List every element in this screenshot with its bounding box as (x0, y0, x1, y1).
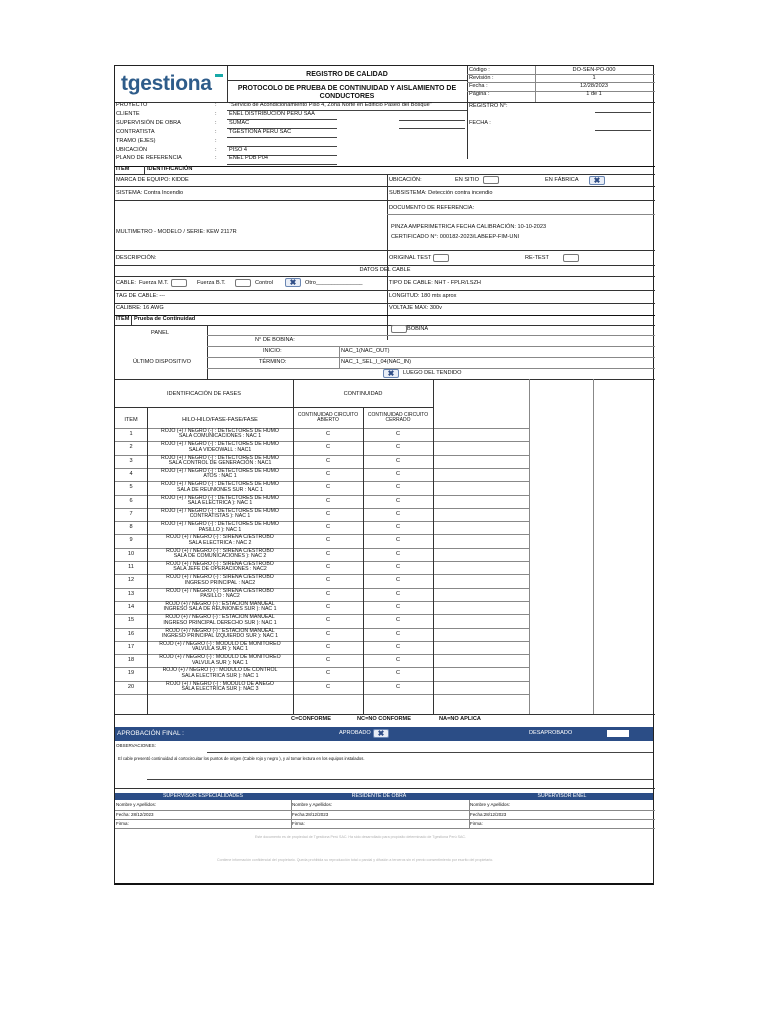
signature-name-field[interactable]: Nombre y Apellidos: (116, 802, 157, 807)
divider (593, 379, 594, 714)
project-row-value: "Servicio de Acondicionamiento Piso 4, Zona Norte en Edificio Paseo del Bosque" (229, 102, 432, 108)
table-row-item-number: 17 (127, 643, 135, 650)
divider (535, 66, 536, 102)
table-row-item-number: 7 (129, 510, 133, 517)
colon: : (215, 137, 217, 144)
termino-value: NAC_1_SEL_I_04(NAC_IN) (341, 359, 411, 365)
fecha-field[interactable] (595, 130, 651, 131)
table-row-description-line1: ROJO (+) / NEGRO (-) : SIRENA C/ESTROBO (166, 561, 274, 567)
legend-conforme: C=CONFORME (291, 716, 331, 722)
bobina-label: BOBINA (407, 326, 429, 332)
desaprobado-checkbox[interactable] (607, 730, 629, 737)
divider (115, 407, 433, 408)
table-row-description-line1: ROJO (+) / NEGRO (-) : ESTACION MANUEAL (165, 614, 275, 621)
divider (144, 166, 145, 174)
table-row-open-circuit: C (325, 470, 331, 477)
divider (227, 80, 467, 81)
table-row-open-circuit: C (325, 524, 331, 531)
table-row-description-line2: PASILLO : NAC2 (200, 593, 240, 599)
table-row-description-line2: INGRESO SALA DE REUNIONES SUR ): NAC 1 (163, 606, 277, 613)
voltaje-max: VOLTAJE MAX: 300v (389, 305, 442, 311)
identificacion-header: IDENTIFICACIÓN (147, 166, 193, 172)
table-row-closed-circuit: C (395, 524, 401, 531)
table-row-closed-circuit: C (395, 470, 401, 477)
table-row-closed-circuit: C (395, 590, 401, 597)
table-row-closed-circuit: C (395, 603, 401, 610)
divider (115, 265, 655, 266)
table-row-open-circuit: C (325, 564, 331, 570)
table-row-description-line2: VALVULA SUR ): NAC 1 (191, 659, 249, 666)
divider (131, 315, 132, 325)
tipo-cable: TIPO DE CABLE: NHT - FPLR/LSZH (389, 280, 481, 286)
table-row-open-circuit: C (325, 577, 331, 584)
sistema: SISTEMA: Contra Incendio (116, 190, 184, 196)
table-row-open-circuit: C (325, 603, 331, 610)
tag-cable: TAG DE CABLE: --- (116, 293, 166, 299)
table-row-item-number: 12 (127, 577, 135, 584)
table-row-open-circuit: C (325, 550, 331, 557)
inicio-value: NAC_1(NAC_OUT) (341, 348, 390, 354)
project-row-underline (227, 164, 337, 165)
table-row-divider (115, 694, 529, 695)
meta-label: Fecha : (469, 82, 488, 89)
divider (115, 250, 655, 251)
table-row-item-number: 3 (129, 457, 133, 464)
signature-date-field[interactable]: Fecha:28/12/2023 (292, 812, 329, 817)
table-row-open-circuit: C (325, 537, 331, 544)
signature-title: SUPERVISOR ENEL (537, 793, 587, 799)
divider (291, 800, 292, 828)
control-checkbox-checked[interactable]: ✖ (285, 278, 301, 287)
divider (207, 335, 655, 336)
divider (363, 407, 364, 714)
project-row-label: CONTRATISTA (116, 128, 155, 135)
divider (529, 379, 530, 714)
legend-no-conforme: NC=NO CONFORME (357, 716, 411, 722)
table-row-item-number: 5 (129, 484, 133, 491)
subsistema: SUBSISTEMA: Detección contra incendio (389, 190, 493, 196)
divider (467, 102, 468, 159)
inicio-label: INICIO: (263, 348, 282, 354)
divider (115, 819, 655, 820)
observaciones-line (147, 779, 653, 780)
meta-value: 12/28/2023 (580, 82, 608, 89)
termino-label: TÉRMINO: (259, 359, 287, 365)
divider (207, 368, 655, 369)
table-row-description-line1: ROJO (+) / NEGRO (-) : DETECTORES DE HUMO (161, 481, 279, 488)
table-row-item-number: 9 (129, 537, 133, 544)
continuidad-header: CONTINUIDAD (343, 391, 383, 397)
table-row-description-line1: ROJO (+) / NEGRO (-) : DETECTORES DE HUMO (161, 494, 279, 501)
fecha-label: FECHA : (469, 120, 491, 126)
table-row-item-number: 20 (127, 683, 135, 690)
project-row-value: SUMAC (229, 119, 250, 126)
table-row-closed-circuit: C (395, 510, 401, 517)
table-row-closed-circuit: C (395, 670, 401, 677)
fuerza-mt-label: Fuerza M.T. (139, 280, 169, 286)
divider (115, 714, 655, 715)
signature-firma-field[interactable]: Firma: (292, 821, 305, 826)
meta-label: Página : (469, 91, 490, 98)
table-row-description-line2: SALA DE COMUNICACIONES ): NAC 2 (173, 553, 267, 560)
marca-equipo: MARCA DE EQUIPO: KIDDE (116, 177, 189, 183)
document-subtitle: PROTOCOLO DE PRUEBA DE CONTINUIDAD Y AISLAMIENTO DE CONDUCTORES (237, 85, 457, 100)
table-row-description-line2: CONTRATISTAS ): NAC 1 (189, 513, 251, 520)
document-title: REGISTRO DE CALIDAD (306, 71, 388, 78)
desaprobado-label: DESAPROBADO (529, 730, 573, 736)
divider (115, 303, 655, 304)
table-row-description-line1: ROJO (+) / NEGRO (-) : DETECTORES DE HUMO (161, 441, 279, 448)
legend-no-aplica: NA=NO APLICA (439, 716, 481, 722)
table-row-description-line2: SALA ELECTRICA SUR ): NAC 3 (181, 686, 259, 693)
longitud: LONGITUD: 180 mts aprox (389, 293, 457, 299)
table-row-closed-circuit: C (395, 431, 401, 437)
footer-ownership-note: Este documento es de propiedad de Tgestiona Perú SAC. Ha sido desarrollado para propósito determinado de Tgestiona Perú SAC. (255, 835, 467, 839)
signature-name-field[interactable]: Nombre y Apellidos: (292, 802, 333, 807)
table-row-description-line2: SALA ELECTRICA : NAC 2 (188, 539, 252, 546)
colon: : (215, 119, 217, 126)
meta-value: DO-SEN-PO-000 (572, 66, 616, 73)
table-row-closed-circuit: C (395, 484, 401, 491)
table-row-open-circuit: C (325, 617, 331, 624)
signature-firma-field[interactable]: Firma: (470, 821, 483, 826)
table-row-open-circuit: C (325, 657, 331, 664)
table-row-open-circuit: C (325, 510, 331, 517)
table-row-description-line2: SALA ELECTRICA SUR ): NAC 1 (181, 672, 259, 679)
table-row-item-number: 8 (129, 524, 133, 531)
divider (115, 325, 655, 326)
table-row-item-number: 13 (127, 590, 135, 597)
table-row-item-number: 10 (127, 550, 135, 557)
table-row-open-circuit: C (325, 484, 331, 491)
table-row-description-line2: SALA DE REUNIONES SUR : NAC 1 (177, 486, 263, 493)
project-row-label: PLANO DE REFERENCIA (116, 155, 182, 162)
table-row-description-line2: INGRESO PRINCIPAL DERECHO SUR ): NAC 1 (163, 619, 277, 626)
table-row-closed-circuit: C (395, 617, 401, 624)
divider (115, 276, 655, 277)
registro-label: REGISTRO N°: (469, 103, 508, 109)
certificado: CERTIFICADO N°: 000182-2023/LABEEP-FIM-UNI (391, 234, 520, 240)
col-hilo-header: HILO-HILO/FASE-FASE/FASE (182, 417, 258, 423)
fuerza-mt-checkbox[interactable] (171, 279, 187, 287)
table-row-open-circuit: C (325, 497, 331, 504)
signature-title: RESIDENTE DE OBRA (351, 793, 407, 799)
table-row-description-line1: ROJO (+) / NEGRO (-) : DETECTORES DE HUMO (161, 521, 279, 528)
observaciones-line (207, 752, 653, 753)
table-row-description-line1: ROJO (+) / NEGRO (-) : DETECTORES DE HUMO (161, 428, 279, 434)
divider (467, 66, 468, 102)
divider (115, 200, 655, 201)
table-row-item-number: 1 (129, 431, 133, 437)
table-row-open-circuit: C (325, 431, 331, 437)
re-test-label: RE-TEST (525, 255, 549, 261)
table-row-description-line2: SALA JEFE DE OPERACIONES : NAC2 (173, 566, 267, 573)
table-row-description-line2: SALA CONTROL DE GENERACIÓN : NAC1 (168, 460, 272, 466)
table-row-item-number: 14 (127, 603, 135, 610)
panel-label: PANEL (151, 330, 169, 336)
table-row-open-circuit: C (325, 590, 331, 597)
table-row-description-line2: INGRESO PRINCIPAL IZQUIERDO SUR ): NAC 1 (161, 632, 279, 639)
descripcion-label: DESCRIPCIÓN: (116, 255, 157, 261)
approval-band (115, 727, 653, 741)
table-row-item-number: 4 (129, 470, 133, 477)
control-label: Control (255, 280, 274, 286)
signature-firma-field[interactable]: Firma: (116, 821, 129, 826)
table-row-description-line1: ROJO (+) / NEGRO (-) : ESTACION MANUEAL (165, 600, 275, 607)
original-test-checkbox[interactable] (433, 254, 449, 262)
observaciones-label: OBSERVACIONES: (116, 743, 156, 748)
table-row-description-line1: ROJO (+) / NEGRO (-) : SIRENA C/ESTROBO (166, 534, 274, 541)
project-row-label: UBICACIÓN (116, 146, 148, 153)
project-row-underline (227, 137, 337, 138)
project-row-value: ENEL DISTRIBUCIÓN PERU SAA (229, 110, 315, 117)
table-row-description-line1: ROJO (+) / NEGRO (-) : ESTACION MANUEAL (165, 627, 275, 634)
blank-line (399, 120, 465, 121)
table-row-description-line2: SALA VIDEOWALL : NAC1 (188, 446, 252, 453)
divider (115, 810, 655, 811)
en-sitio-label: EN SITIO (455, 177, 479, 183)
table-row-description-line1: ROJO (+) / NEGRO (-) : MODULO DE MONITOREO (159, 640, 281, 647)
table-row-description-line2: PASILLO ): NAC 1 (198, 526, 242, 533)
divider (207, 325, 208, 379)
table-row-closed-circuit: C (395, 444, 401, 451)
project-row-value: ENEL PDB P04 (229, 155, 268, 162)
signature-name-field[interactable]: Nombre y Apellidos: (470, 802, 511, 807)
divider (115, 174, 655, 175)
table-row-open-circuit: C (325, 444, 331, 451)
approval-title: APROBACIÓN FINAL : (117, 730, 184, 737)
divider (293, 379, 294, 714)
datos-cable-header: DATOS DEL CABLE (359, 267, 411, 273)
en-fabrica-label: EN FÁBRICA (545, 177, 579, 183)
divider (469, 800, 470, 828)
table-row-item-number: 18 (127, 657, 135, 664)
divider (115, 828, 655, 829)
table-row-description-line1: ROJO (+) / NEGRO (-) : DETECTORES DE HUMO (161, 454, 279, 461)
table-row-closed-circuit: C (395, 537, 401, 544)
divider (207, 357, 655, 358)
footer-confidentiality-note: Contiene información confidencial del propietario. Queda prohibida su reproducción total o parcial y difusión a terceros sin el previo consentimiento por escrito del propietario. (217, 858, 494, 862)
meta-label: Código : (469, 66, 490, 73)
divider (147, 407, 148, 714)
colon: : (215, 128, 217, 135)
item-header: ITEM (116, 166, 130, 172)
documento-referencia: DOCUMENTO DE REFERENCIA: (389, 205, 475, 211)
observaciones-text: El cable presentó continuidad al cortocircuitar los puntos de origen (Cable rojo y negro ), y al tomar lectura en los equipos instalados. (118, 756, 365, 761)
signature-title: SUPERVISOR ESPECIALIDADES (162, 793, 244, 799)
otro-label: Otro_______________ (305, 280, 363, 286)
ubicacion-label: UBICACIÓN: (389, 177, 422, 183)
en-fabrica-checkbox-checked[interactable]: ✖ (589, 176, 605, 185)
re-test-checkbox[interactable] (563, 254, 579, 262)
divider (207, 346, 655, 347)
divider (115, 379, 655, 380)
meta-value: 1 (592, 74, 596, 81)
table-row-item-number: 15 (127, 617, 135, 624)
table-row-description-line1: ROJO (+) / NEGRO (-) : SIRENA C/ESTROBO (166, 547, 274, 554)
table-row-closed-circuit: C (395, 683, 401, 690)
table-row-description-line1: ROJO (+) / NEGRO (-) : DETECTORES DE HUMO (161, 507, 279, 514)
signature-date-field[interactable]: Fecha: 28/12/2023 (116, 812, 154, 817)
fuerza-bt-checkbox[interactable] (235, 279, 251, 287)
tgestiona-logo: tgestiona (121, 72, 212, 95)
project-row-value: TGESTIONA PERU SAC (229, 128, 292, 135)
prueba-item-header: ITEM (116, 316, 130, 322)
pinza-amperimetrica: PINZA AMPERIMETRICA FECHA CALIBRACIÓN: 10-10-2023 (391, 224, 547, 230)
bobina-checkbox[interactable] (391, 325, 407, 333)
divider (115, 290, 655, 291)
project-row-label: PROYECTO (116, 102, 148, 108)
table-row-description-line1: ROJO (+) / NEGRO (-) : MODULO DE CONTROL (162, 667, 278, 674)
table-row-description-line1: ROJO (+) / NEGRO (-) : SIRENA C/ESTROBO (166, 587, 274, 594)
table-row-closed-circuit: C (395, 550, 401, 557)
n-bobina-label: N° DE BOBINA: (255, 337, 295, 343)
luego-tendido-label: LUEGO DEL TENDIDO (403, 370, 462, 376)
colon: : (215, 146, 217, 153)
meta-value: 1 de 1 (586, 91, 602, 98)
table-row-item-number: 11 (128, 564, 134, 570)
logo-accent-bar (215, 74, 223, 77)
fuerza-bt-label: Fuerza B.T. (197, 280, 226, 286)
table-row-closed-circuit: C (395, 457, 401, 464)
col-abierto-header: CONTINUIDAD CIRCUITO ABIERTO (297, 412, 359, 424)
signature-date-field[interactable]: Fecha:28/12/2023 (470, 812, 507, 817)
table-row-description-line2: ATOS : NAC 1 (203, 473, 237, 480)
col-cerrado-header: CONTINUIDAD CIRCUITO CERRADO (367, 412, 429, 424)
ultimo-dispositivo-label: ÚLTIMO DISPOSITIVO (133, 359, 192, 365)
table-row-closed-circuit: C (395, 643, 401, 650)
cable-label: CABLE: (116, 280, 136, 286)
table-row-description-line2: INGRESO PRINCIPAL : NAC2 (184, 579, 256, 586)
registro-field[interactable] (595, 112, 651, 113)
original-test-label: ORIGINAL TEST (389, 255, 432, 261)
identificacion-fases-header: IDENTIFICACIÓN DE FASES (167, 391, 241, 397)
table-row-description-line2: SALA ELECTRICA ): NAC 1 (187, 499, 253, 506)
aprobado-label: APROBADO (339, 730, 371, 736)
divider (115, 788, 655, 789)
table-row-closed-circuit: C (395, 630, 401, 637)
table-row-description-line2: SALA COMUNICACIONES : NAC 1 (178, 433, 262, 440)
calibre: CALIBRE: 16 AWG (116, 305, 164, 311)
prueba-continuidad-header: Prueba de Continuidad (134, 316, 196, 322)
table-row-item-number: 6 (129, 497, 133, 504)
table-row-open-circuit: C (325, 643, 331, 650)
blank-line (399, 128, 465, 129)
aprobado-checkbox-checked[interactable]: ✖ (373, 729, 389, 738)
colon: : (215, 110, 217, 117)
table-row-description-line1: ROJO (+) / NEGRO (-) : DETECTORES DE HUMO (161, 467, 279, 474)
quality-record-document (114, 65, 654, 885)
project-row-label: SUPERVISIÓN DE OBRA (116, 119, 181, 126)
col-item-header: ITEM (124, 417, 138, 423)
divider (433, 379, 434, 714)
table-row-item-number: 16 (127, 630, 135, 637)
project-row-label: CLIENTE (116, 110, 140, 117)
project-row-value: PISO 4 (229, 146, 248, 153)
multimetro: MULTIMETRO - MODELO / SERIE: KEW 2117R (116, 229, 237, 235)
table-row-closed-circuit: C (395, 577, 401, 584)
table-row-closed-circuit: C (395, 497, 401, 504)
divider (115, 315, 655, 316)
table-row-description-line2: VALVULA SUR ): NAC 1 (191, 646, 249, 653)
table-row-description-line1: ROJO (+) / NEGRO (-) : SIRENA C/ESTROBO (166, 574, 274, 581)
meta-label: Revisión : (469, 74, 494, 81)
table-row-open-circuit: C (325, 683, 331, 690)
table-row-closed-circuit: C (395, 657, 401, 664)
table-row-description-line1: ROJO (+) / NEGRO (-) : MODULO DE ANEGO (166, 680, 274, 687)
project-row-label: TRAMO (EJES) (116, 137, 156, 144)
divider (115, 166, 655, 167)
colon: : (215, 102, 217, 108)
table-row-open-circuit: C (325, 457, 331, 464)
divider (115, 186, 655, 187)
table-row-closed-circuit: C (395, 564, 401, 570)
table-row-item-number: 19 (127, 670, 135, 677)
table-row-description-line1: ROJO (+) / NEGRO (-) : MODULO DE MONITOREO (159, 654, 281, 661)
en-sitio-checkbox[interactable] (483, 176, 499, 184)
divider (387, 214, 655, 215)
colon: : (215, 155, 217, 162)
table-row-open-circuit: C (325, 630, 331, 637)
table-row-open-circuit: C (325, 670, 331, 677)
table-row-item-number: 2 (129, 444, 133, 451)
luego-tendido-checkbox-checked[interactable]: ✖ (383, 369, 399, 378)
